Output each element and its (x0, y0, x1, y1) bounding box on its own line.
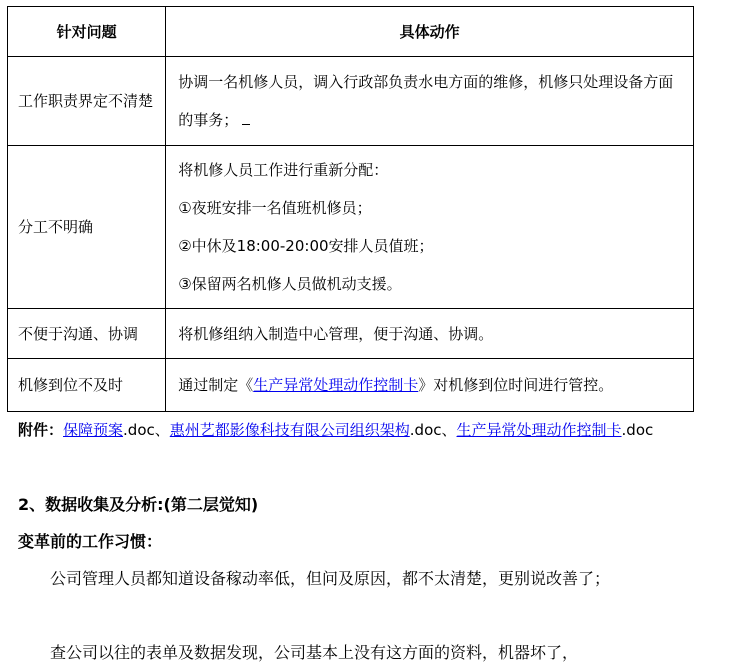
section-subheading: 变革前的工作习惯： (18, 532, 163, 551)
action-cell (166, 146, 694, 309)
action-cell (166, 57, 694, 146)
action-line: ②中休及18:00-20:00安排人员值班； (178, 237, 434, 255)
table-row (8, 146, 694, 309)
action-cell (166, 359, 694, 412)
attachment-separator: 、 (441, 421, 457, 439)
section-heading: 2、数据收集及分析:(第二层觉知) (18, 495, 259, 514)
attachment-link-control-card[interactable]: 生产异常处理动作控制卡 (456, 421, 622, 439)
action-line: 将机修人员工作进行重新分配： (178, 161, 389, 179)
problem-cell: 工作职责界定不清楚 (8, 57, 166, 146)
action-prefix: 通过制定《 (178, 376, 254, 394)
attachment-link-org-chart[interactable]: 惠州艺都影像科技有限公司组织架构 (169, 421, 410, 439)
problem-action-table (7, 6, 694, 412)
body-paragraph: 公司管理人员都知道设备稼动率低，但问及原因，都不太清楚，更别说改善了； (50, 569, 611, 588)
problem-cell: 机修到位不及时 (8, 359, 166, 412)
action-line: ③保留两名机修人员做机动支援。 (178, 275, 402, 293)
attachment-ext: .doc (123, 421, 155, 439)
problem-cell: 分工不明确 (8, 146, 166, 309)
attachment-separator: 、 (154, 421, 170, 439)
body-paragraph: 查公司以往的表单及数据发现，公司基本上没有这方面的资料，机器坏了， (50, 643, 579, 662)
table-header-row (8, 7, 694, 57)
attachment-ext: .doc (409, 421, 442, 439)
attachment-ext: .doc (621, 421, 654, 439)
header-problem: 针对问题 (8, 7, 166, 57)
blank-underline (242, 110, 250, 125)
attachment-link-contingency-plan[interactable]: 保障预案 (63, 421, 124, 439)
header-action: 具体动作 (166, 7, 694, 57)
action-cell: 将机修组纳入制造中心管理，便于沟通、协调。 (166, 309, 694, 359)
table-row (8, 359, 694, 412)
action-text: 协调一名机修人员，调入行政部负责水电方面的维修，机修只处理设备方面的事务； (178, 73, 674, 129)
table-row (8, 309, 694, 359)
table-row (8, 57, 694, 146)
control-card-link[interactable]: 生产异常处理动作控制卡 (253, 376, 419, 394)
attachments-label: 附件： (18, 421, 64, 439)
action-suffix: 》对机修到位时间进行管控。 (418, 376, 614, 394)
attachments-line (18, 412, 690, 449)
problem-cell: 不便于沟通、协调 (8, 309, 166, 359)
action-line: ①夜班安排一名值班机修员； (178, 199, 372, 217)
